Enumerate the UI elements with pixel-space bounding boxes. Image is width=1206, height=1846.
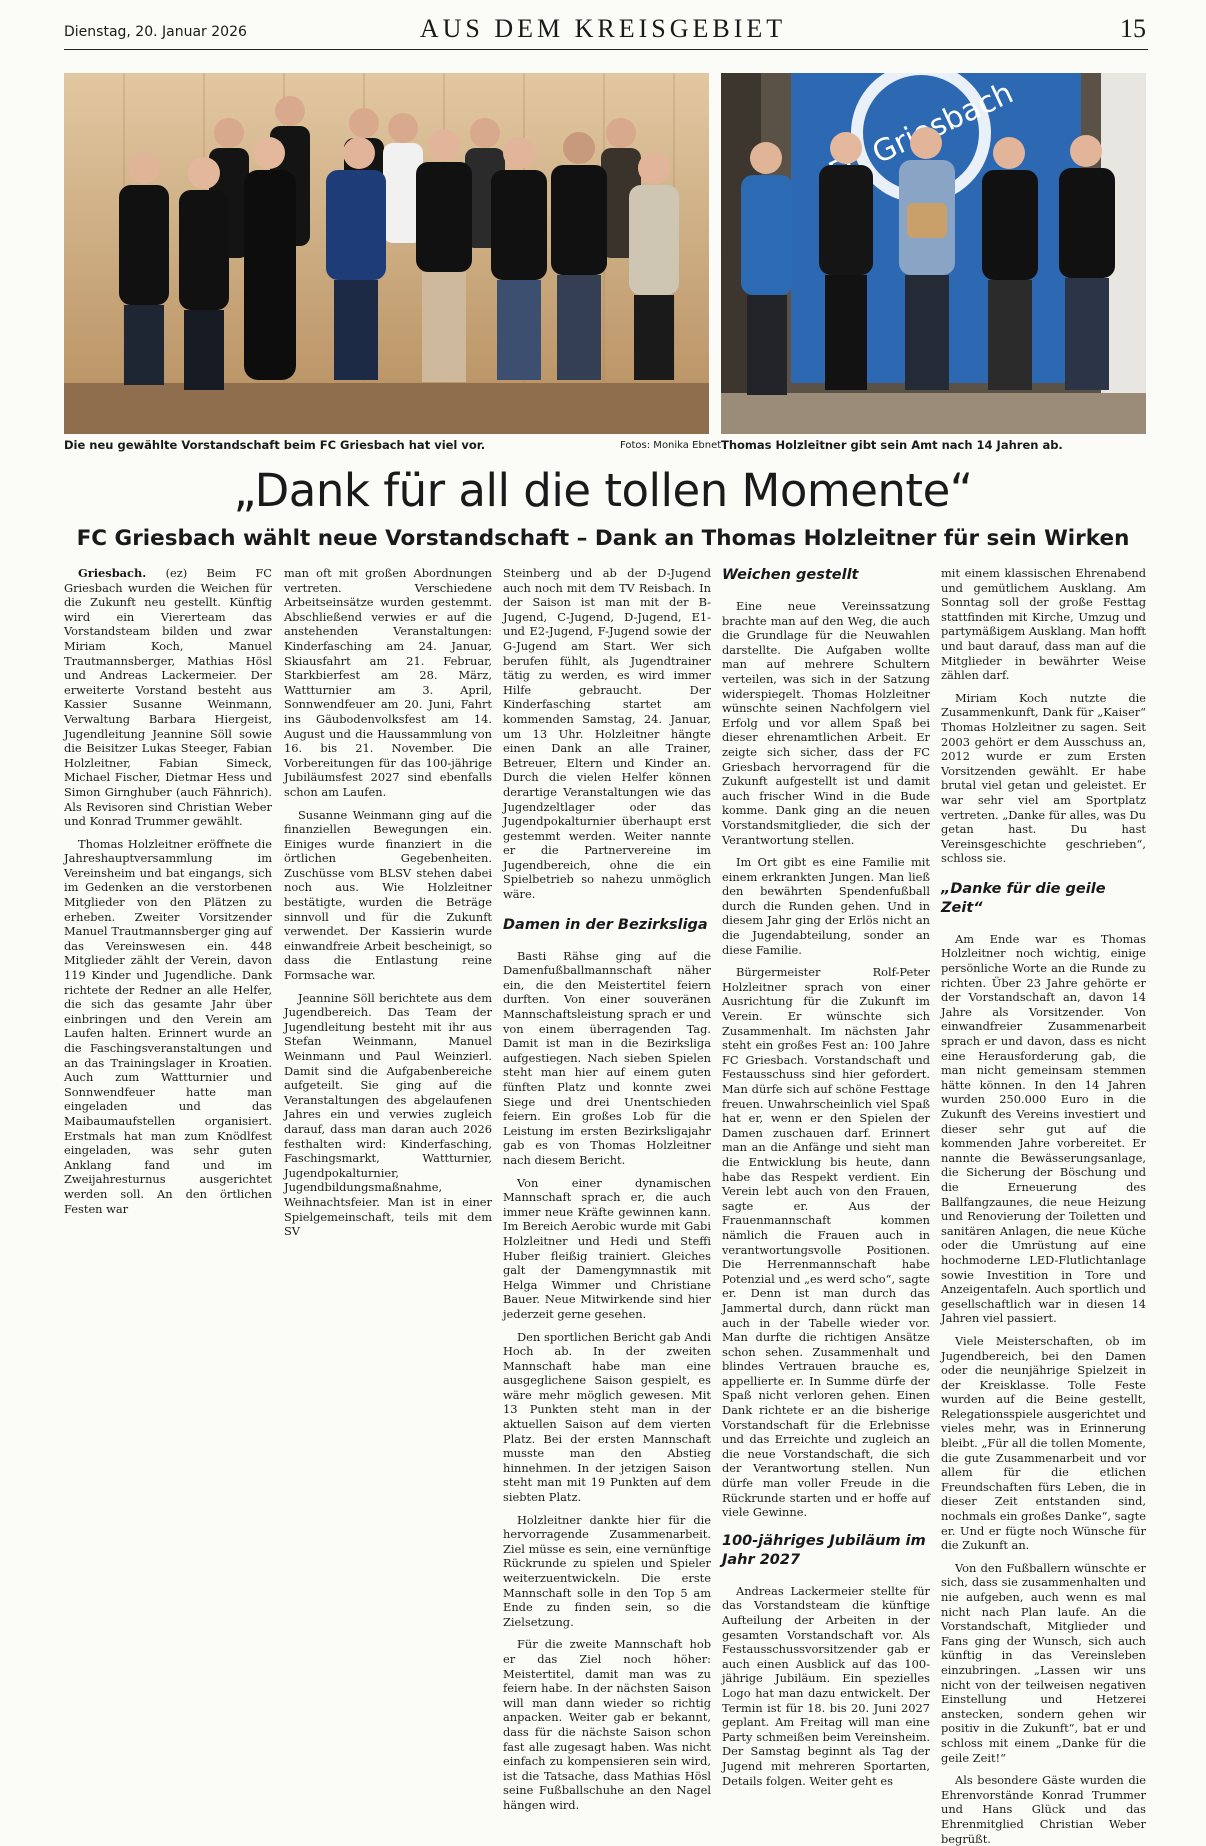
subheading: „Danke für die geile Zeit“ xyxy=(941,880,1106,916)
header-rule xyxy=(64,49,1148,50)
paragraph: Den sportlichen Bericht gab Andi Hoch ab. In der zweiten Mannschaft habe man eine ausgeglichene Saison gespielt, es wäre mehr möglich gewesen. Mit 13 Punkten steht man in der aktuellen Saison auf dem vierten Platz. Bei der ersten Mannschaft musste man den Abstieg hinnehmen. In der jetzigen Saison steht man mit 19 Punkten auf dem siebten Platz. xyxy=(503,1329,711,1505)
paragraph: Viele Meisterschaften, ob im Jugendbereich, bei den Damen oder die neunjährige Spielzeit in der Kreisklasse. Tolle Feste wurden auf die Beine gestellt, Relegationsspiele ausgerichtet und vieles mehr, was in Erinnerung bleibt. „Für all die tollen Momente, die gute Zusammenarbeit und vor allem für die etlichen Freundschaften fürs Leben, die in dieser Zeit entstanden sind, nochmals ein großes Danke“, sagte er. Und er fügte noch Wünsche für die Zukunft an. xyxy=(941,1333,1146,1553)
paragraph: Andreas Lackermeier stellte für das Vorstandsteam die künftige Aufteilung der Arbeiten in der gesamten Vorstandschaft vor. Als Festausschussvorsitzender gab er auch einen Ausblick auf das 100-jährige Jubiläum. Ein spezielles Logo hat man dazu entwickelt. Der Termin ist für 18. bis 20. Juni 2027 geplant. Am Freitag will man eine Party schmeißen beim Vereinsheim. Der Samstag beginnt als Tag der Jugend mit mehreren Sportarten, Details folgen. Weiter geht es xyxy=(722,1583,930,1788)
banner-text: Griesbach xyxy=(867,75,1019,172)
paragraph: Jeannine Söll berichtete aus dem Jugendbereich. Das Team der Jugendleitung besteht mit ihr aus Stefan Weinmann, Manuel Weinmann und Paul Weinzierl. Damit sind die Aufgabenbereiche aufgeteilt. Sie ging auf die Veranstaltungen des abgelaufenen Jahres ein und verwies zugleich darauf, dass man daran auch 2026 festhalten wird: Kinderfasching, Faschingsmarkt, Wattturnier, Jugendpokalturnier, Jugendbildungsmaßnahme, Weihnachtsfeier. Man ist in einer Spielgemeinschaft, teils mit dem SV xyxy=(284,990,492,1239)
paragraph: Griesbach. (ez) Beim FC Griesbach wurden die Weichen für die Zukunft neu gestellt. Künftig wird ein Viererteam das Vorstandsteam bilden und zwar Miriam Koch, Manuel Trautmannsberger, Mathias Hösl und Andreas Lackermeier. Der erweiterte Vorstand besteht aus Kassier Susanne Weinmann, Verwaltung Barbara Hiergeist, Jugendleitung Jeannine Söll sowie die Beisitzer Lukas Steeger, Fabian Holzleitner, Fabian Simeck, Michael Fischer, Dietmar Hess und Simon Girnghuber (auch Fähnrich). Als Revisoren sind Christian Weber und Konrad Trummer gewählt. xyxy=(64,566,273,829)
paragraph: Als besondere Gäste wurden die Ehrenvorstände Konrad Trummer und Hans Glück und das Ehrenmitglied Christian Weber begrüßt. xyxy=(941,1773,1146,1846)
group-photo-caption: Die neu gewählte Vorstandschaft beim FC Griesbach hat viel vor. xyxy=(64,438,486,452)
farewell-photo xyxy=(721,73,1146,434)
paragraph: Von einer dynamischen Mannschaft sprach er, die auch immer neue Kräfte gewinnen kann. Im Bereich Aerobic wurde mit Gabi Holzleitner und Hedi und Steffi Huber fleißig trainiert. Gleiches galt der Damengymnastik mit Helga Wimmer und Christiane Bauer. Neue Mitwirkende sind hier jederzeit gerne gesehen. xyxy=(503,1175,711,1321)
page-number: 15 xyxy=(1120,14,1146,43)
paragraph: Eine neue Vereinssatzung brachte man auf den Weg, die auch die Grundlage für die Neuwahlen darstellte. Die Aufgaben wollte man auf mehrere Schultern verteilen, was sich in der Satzung widerspiegelt. Thomas Holzleitner wünschte seinen Nachfolgern viel Erfolg und vor allem Spaß bei dieser ehrenamtlichen Arbeit. Er zeigte sich sicher, dass der FC Griesbach hervorragend für die Zukunft aufgestellt ist und damit auch frischer Wind in die Bude komme. Dank ging an die neuen Vorstandsmitglieder, die sich der Verantwortung stellen. xyxy=(722,599,930,847)
section-title: AUS DEM KREISGEBIET xyxy=(419,14,787,43)
article-column-5 xyxy=(941,566,1146,1846)
issue-date: Dienstag, 20. Januar 2026 xyxy=(64,24,247,40)
paragraph: Für die zweite Mannschaft hob er das Ziel noch höher: Meistertitel, damit man was zu feiern habe. In der nächsten Saison will man dann wieder so richtig anpacken. Weiter gab er bekannt, dass für die nächste Saison schon fast alle zugesagt haben. Was nicht einfach zu kompensieren sein wird, ist die Tatsache, dass Mathias Hösl seine Fußballschuhe an den Nagel hängen wird. xyxy=(503,1637,711,1812)
article-subheadline: FC Griesbach wählt neue Vorstandschaft – Dank an Thomas Holzleitner für sein Wirken xyxy=(76,526,1130,551)
article-column-3 xyxy=(503,566,711,1813)
paragraph: Steinberg und ab der D-Jugend auch noch mit dem TV Reisbach. In der Saison ist man mit der B-Jugend, C-Jugend, D-Jugend, E1- und E2-Jugend, F-Jugend sowie der G-Jugend am Start. Wer sich berufen fühlt, als Jugendtrainer tätig zu werden, es wird immer Hilfe gebraucht. Der Kinderfasching startet am kommenden Samstag, 24. Januar, um 13 Uhr. Holzleitner hängte einen Dank an alle Trainer, Betreuer, Eltern und Kinder an. Durch die vielen Helfer können derartige Veranstaltungen wie das Jugendzeltlager oder das Jugendpokalturnier überhaupt erst gestemmt werden. Weiter nannte er die Partnervereine im Jugendbereich, ohne die ein Spielbetrieb so nahezu unmöglich wäre. xyxy=(503,566,711,902)
dateline: Griesbach. xyxy=(78,566,147,580)
paragraph: mit einem klassischen Ehrenabend und gemütlichem Ausklang. Am Sonntag soll der große Festtag stattfinden mit Kirche, Umzug und partymäßigem Ausklang. Man hofft und baut darauf, dass man auf die Mitglieder in bewährter Weise zählen darf. xyxy=(941,566,1146,683)
subheading: Weichen gestellt xyxy=(722,567,859,583)
article-headline: „Dank für all die tollen Momente“ xyxy=(233,464,973,517)
farewell-photo-caption: Thomas Holzleitner gibt sein Amt nach 14 Jahren ab. xyxy=(721,438,1063,452)
paragraph: Bürgermeister Rolf-Peter Holzleitner sprach von einer Ausrichtung für die Zukunft im Verein. Er wünschte sich Zusammenhalt. Im nächsten Jahr steht ein großes Fest an: 100 Jahre FC Griesbach. Vorstandschaft und Festausschuss sind hier gefordert. Man dürfe sich auf schöne Festtage freuen. Unwahrscheinlich viel Spaß hat er, wenn er den Spielen der Damen zuschauen darf. Erinnert man an die Anfänge und sieht man die Entwicklung bis heute, dann habe das Respekt verdient. Ein Verein lebt auch von den Frauen, sagte er. Aus der Frauenmannschaft kommen nämlich die Frauen auch in verantwortungsvolle Positionen. Die Herrenmannschaft habe Potenzial und „es werd scho“, sagte er. Denn ist man durch das Jammertal durch, dann rückt man auch in der Tabelle wieder vor. Man durfte die richtigen Ansätze schon sehen. Zusammenhalt und blindes Vertrauen brauche es, appellierte er. In Summe dürfe der Spaß nicht verloren gehen. Einen Dank richtete er an die bisherige Vorstandschaft für die Erlebnisse und das Erreichte und zugleich an die neue Vorstandschaft, die sich der Verantwortung stellen. Nun dürfe man voller Freude in die Rückrunde starten und er hoffe auf viele Gewinne. xyxy=(722,965,930,1520)
paragraph: Von den Fußballern wünschte er sich, dass sie zusammenhalten und nie aufgeben, auch wenn es mal nicht nach Plan laufe. An die Vorstandschaft, Mitglieder und Fans ging der Wunsch, sich auch künftig in das Vereinsleben einzubringen. „Lassen wir uns nicht von der teilweisen negativen Einstellung und Hetzerei anstecken, sondern gehen wir positiv in die Zukunft“, bat er und schloss mit einem „Danke für die geile Zeit!“ xyxy=(941,1560,1146,1765)
paragraph: Susanne Weinmann ging auf die finanziellen Bewegungen ein. Einiges wurde finanziert in die örtlichen Gegebenheiten. Zuschüsse vom BLSV stehen dabei noch aus. Wie Holzleitner bestätigte, wurden die Beträge sinnvoll und für die Zukunft verwendet. Der Kassierin wurde einwandfreie Arbeit bescheinigt, so dass die Entlastung reine Formsache war. xyxy=(284,807,492,983)
paragraph: Holzleitner dankte hier für die hervorragende Zusammenarbeit. Ziel müsse es sein, eine vernünftige Rückrunde zu spielen und Spieler weiterzuentwickeln. Die erste Mannschaft solle in den Top 5 am Ende zu finden sein, so die Zielsetzung. xyxy=(503,1512,711,1629)
paragraph: Thomas Holzleitner eröffnete die Jahreshauptversammlung im Vereinsheim und bat eingangs, sich im Gedenken an die verstorbenen Mitglieder von den Plätzen zu erheben. Zweiter Vorsitzender Manuel Trautmannsberger ging auf das Vereinswesen ein. 448 Mitglieder zählt der Verein, davon 119 Kinder und Jugendliche. Dank richtete der Redner an alle Helfer, die sich das gesamte Jahr über einbringen und den Verein am Laufen halten. Erinnert wurde an die Faschingsveranstaltungen und an das Trainingslager in Kroatien. Auch zum Wattturnier und Sonnwendfeuer hatte man eingeladen und das Maibaumaufstellen organisiert. Erstmals hat man zum Knödlfest eingeladen, was sehr guten Anklang fand und im Zweijahresturnus ausgerichtet werden soll. An den örtlichen Festen war xyxy=(64,836,272,1216)
paragraph: Im Ort gibt es eine Familie mit einem erkrankten Jungen. Man ließ den bewährten Spendenfußball durch die Runden gehen. Und in diesem Jahr ging der Erlös nicht an die Jugendabteilung, sonder an diese Familie. xyxy=(722,855,930,957)
article-column-2 xyxy=(284,566,492,1239)
paragraph: Miriam Koch nutzte die Zusammenkunft, Dank für „Kaiser“ Thomas Holzleitner zu sagen. Seit 2003 gehört er dem Ausschuss an, 2012 wurde er zum Ersten Vorsitzenden gewählt. Er habe brutal viel getan und geleistet. Er war sehr viel am Sportplatz vertreten. „Danke für alles, was Du getan hast. Du hast Vereinsgeschichte geschrieben“, schloss sie. xyxy=(941,690,1146,866)
article-column-4 xyxy=(722,566,930,1788)
photo-credit: Fotos: Monika Ebnet xyxy=(620,440,722,451)
subheading: Damen in der Bezirksliga xyxy=(503,916,708,933)
subheading: 100-jähriges Jubiläum im Jahr 2027 xyxy=(722,1532,926,1568)
group-photo xyxy=(64,73,709,434)
article-column-1 xyxy=(64,566,272,1216)
paragraph: Basti Rähse ging auf die Damenfußballmannschaft näher ein, die den Meistertitel feiern durften. Von einer souveränen Mannschaftsleistung sprach er und von einem überragenden Tag. Damit ist man in die Bezirksliga aufgestiegen. Nach sieben Spielen steht man hier auf einem guten fünften Platz und konnte zwei Siege und drei Unentschieden feiern. Ein großes Lob für die Leistung im ersten Bezirksligajahr gab es von Thomas Holzleitner nach diesem Bericht. xyxy=(503,948,711,1167)
paragraph: man oft mit großen Abordnungen vertreten. Verschiedene Arbeitseinsätze wurden gestemmt. Abschließend verwies er auf die anstehenden Veranstaltungen: Kinderfasching am 24. Januar, Skiausfahrt am 21. Februar, Starkbierfest am 28. März, Wattturnier am 3. April, Sonnwendfeuer am 20. Juni, Fahrt ins Gäubodenvolksfest am 14. August und die Haussammlung von 16. bis 21. November. Die Vorbereitungen für das 100-jährige Jubiläumsfest 2027 sind ebenfalls schon am Laufen. xyxy=(284,566,492,799)
paragraph: Am Ende war es Thomas Holzleitner noch wichtig, einige persönliche Worte an die Runde zu richten. Über 23 Jahre gehörte er der Vorstandschaft an, davon 14 Jahre als Vorsitzender. Von einwandfreier Zusammenarbeit sprach er und davon, dass es nicht eine Herausforderung gab, die man nicht gemeinsam stemmen hätte können. In den 14 Jahren wurden 250.000 Euro in die Zukunft des Vereins investiert und dieser sehr gut auf die kommenden Jahre vorbereitet. Er nannte die Bewässerungsanlage, die Sicherung der Böschung und die Erneuerung des Ballfangzaunes, die neue Heizung und Renovierung der Toiletten und sanitären Anlagen, die neue Küche oder die Umrüstung auf eine hochmoderne LED-Flutlichtanlage sowie Investition in Tore und Anzeigentafeln. Auch sportlich und gesellschaftlich war in diesen 14 Jahren viel passiert. xyxy=(941,931,1146,1326)
